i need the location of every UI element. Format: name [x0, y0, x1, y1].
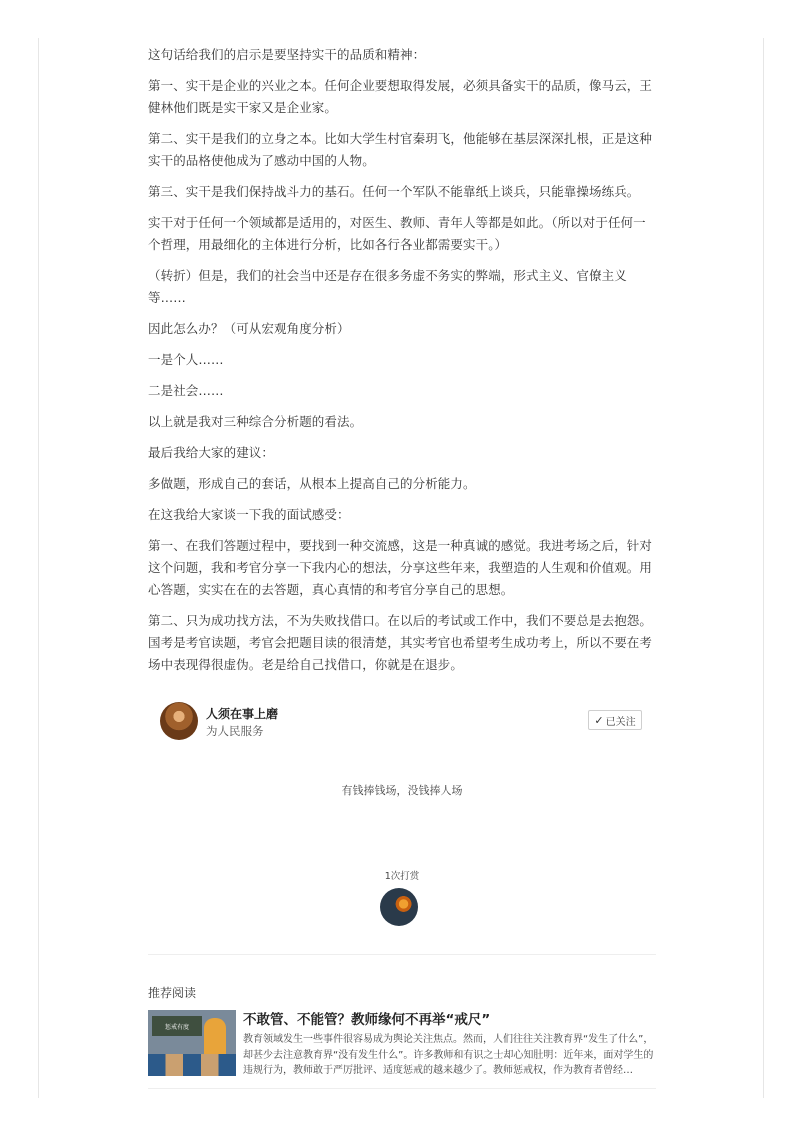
article-paragraph: 实干对于任何一个领域都是适用的，对医生、教师、青年人等都是如此。（所以对于任何一个哲理，用最细化的主体进行分析，比如各行各业都需要实干。） — [148, 215, 646, 252]
article-paragraph: （转折）但是，我们的社会当中还是存在很多务虚不务实的弊端，形式主义、官僚主义等…… — [148, 268, 627, 305]
frame-line-right — [763, 38, 764, 1098]
recommend-headline[interactable]: 不敢管、不能管？教师缘何不再举“戒尺” — [243, 1012, 491, 1028]
recommend-thumbnail[interactable] — [148, 1010, 236, 1076]
reward-user-avatar[interactable] — [380, 888, 418, 926]
author-subtitle: 为人民服务 — [206, 724, 264, 738]
section-divider — [148, 954, 656, 955]
article-paragraph: 二是社会…… — [148, 383, 224, 398]
recommend-summary: 教育领域发生一些事件很容易成为舆论关注焦点。然而，人们往往关注教育界“发生了什么”，却甚少去注意教育界“没有发生什么”。许多教师和有识之士却心知肚明：近年来，面对学生的违规行为，教师敢于严厉批评、适度惩戒的越来越少了。教师惩戒权，作为教育者曾经… — [243, 1034, 654, 1076]
recommend-section-title: 推荐阅读 — [148, 986, 197, 1000]
article-paragraph: 因此怎么办？（可从宏观角度分析） — [148, 321, 350, 336]
recommend-item[interactable] — [148, 1008, 656, 1078]
article-paragraph: 第三、实干是我们保持战斗力的基石。任何一个军队不能靠纸上谈兵，只能靠操场练兵。 — [148, 184, 640, 199]
article-paragraph: 在这我给大家谈一下我的面试感受： — [148, 507, 350, 522]
article-paragraph: 第一、在我们答题过程中，要找到一种交流感，这是一种真诚的感觉。我进考场之后，针对这个问题，我和考官分享一下我内心的想法，分享这些年来，我塑造的人生观和价值观。用心答题，实实在在的去答题，真心真情的和考官分享自己的思想。 — [148, 538, 653, 597]
article-paragraph: 第二、实干是我们的立身之本。比如大学生村官秦玥飞，他能够在基层深深扎根，正是这种实干的品格使他成为了感动中国的人物。 — [148, 131, 653, 168]
article-paragraph: 多做题，形成自己的套话，从根本上提高自己的分析能力。 — [148, 476, 476, 491]
check-icon: ✓ — [594, 713, 604, 727]
thumbnail-board: 惩戒有度 — [152, 1016, 202, 1036]
article-paragraph: 第一、实干是企业的兴业之本。任何企业要想取得发展，必须具备实干的品质，像马云，王健林他们既是实干家又是企业家。 — [148, 78, 653, 115]
article-paragraph: 第二、只为成功找方法，不为失败找借口。在以后的考试或工作中，我们不要总是去抱怨。国考是考官读题，考官会把题目读的很清楚，其实考官也希望考生成功考上，所以不要在考场中表现得很虚伪。老是给自己找借口，你就是在退步。 — [148, 613, 653, 672]
article-paragraph: 以上就是我对三种综合分析题的看法。 — [148, 414, 363, 429]
author-name[interactable]: 人须在事上磨 — [206, 707, 279, 721]
article-body — [148, 44, 656, 685]
author-card — [160, 700, 644, 744]
follow-label: 已关注 — [605, 716, 636, 728]
reward-text: 有钱捧钱场，没钱捧人场 — [341, 784, 463, 797]
article-paragraph: 最后我给大家的建议： — [148, 445, 275, 460]
bottom-divider — [148, 1088, 656, 1089]
article-paragraph: 一是个人…… — [148, 352, 224, 367]
frame-line-left — [38, 38, 39, 1098]
article-paragraph: 这句话给我们的启示是要坚持实干的品质和精神： — [148, 47, 426, 62]
reward-count[interactable]: 1次打赏 — [384, 871, 420, 882]
follow-button[interactable] — [588, 710, 642, 730]
author-avatar[interactable] — [160, 702, 198, 740]
thumbnail-students-figure — [148, 1054, 236, 1076]
